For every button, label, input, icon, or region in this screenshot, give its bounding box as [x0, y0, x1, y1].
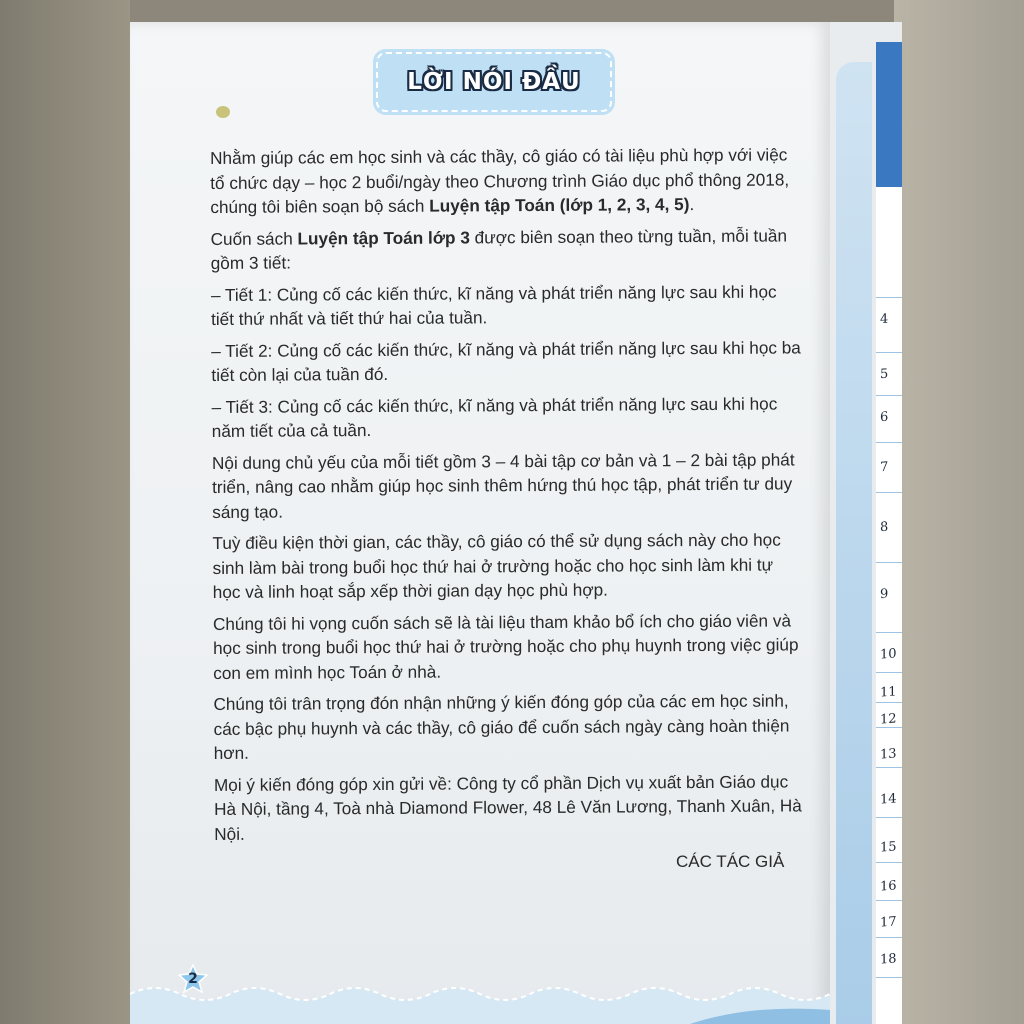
facing-page-row-line [876, 862, 902, 863]
paragraph-intro: Nhằm giúp các em học sinh và các thầy, cô giáo có tài liệu phù hợp với việc tổ chức dạy – học 2 buổi/ngày theo Chương trình Giáo dục phổ thông 2018, chúng tôi biên soạn bộ sách Luyện tập Toán (lớp 1, 2, 3, 4, 5). [210, 144, 790, 217]
facing-page-row-line [876, 632, 902, 633]
facing-page-row-number: 14 [880, 791, 897, 808]
facing-page-row-line [876, 492, 902, 493]
paragraph-content: Nội dung chủ yếu của mỗi tiết gồm 3 – 4 bài tập cơ bản và 1 – 2 bài tập phát triển, nâng cao nhằm giúp học sinh thêm hứng thú học tập, phát triển tư duy sáng tạo. [211, 448, 795, 522]
book-page [130, 22, 830, 1024]
series-title: Luyện tập Toán (lớp 1, 2, 3, 4, 5) [429, 194, 690, 216]
paragraph-lesson-3: – Tiết 3: Củng cố các kiến thức, kĩ năng và phát triển năng lực sau khi học năm tiết của cả tuần. [211, 393, 778, 441]
signature: CÁC TÁC GIẢ [676, 852, 785, 871]
table-surface-right [894, 0, 1024, 1024]
facing-page-row-line [876, 817, 902, 818]
facing-page-row-line [876, 297, 902, 298]
paragraph-feedback: Chúng tôi trân trọng đón nhận những ý kiến đóng góp của các em học sinh, các bậc phụ huynh và các thầy, cô giáo để cuốn sách ngày càng hoàn thiện hơn. [213, 690, 790, 763]
facing-page-row-number: 12 [880, 711, 897, 728]
table-surface-left [0, 0, 130, 1024]
facing-page-row-line [876, 352, 902, 353]
facing-page-row-line [876, 562, 902, 563]
page-number-badge [178, 964, 208, 994]
paragraph-hope: Chúng tôi hi vọng cuốn sách sẽ là tài liệu tham khảo bổ ích cho giáo viên và học sinh trong buổi học thứ hai ở trường hoặc cho phụ huynh trong việc giúp con em mình học Toán ở nhà. [212, 609, 799, 683]
facing-page-row-number: 6 [880, 409, 889, 426]
paragraph-lesson-1: – Tiết 1: Củng cố các kiến thức, kĩ năng và phát triển năng lực sau khi học tiết thứ nhất và tiết thứ hai của tuần. [210, 281, 777, 329]
facing-page-row-line [876, 672, 902, 673]
paragraph-book: Cuốn sách Luyện tập Toán lớp 3 được biên soạn theo từng tuần, mỗi tuần gồm 3 tiết: [210, 224, 788, 273]
page-number: 2 [188, 971, 198, 987]
paragraph-lesson-2: – Tiết 2: Củng cố các kiến thức, kĩ năng và phát triển năng lực sau khi học ba tiết còn lại của tuần đó. [211, 336, 801, 385]
facing-page-row-line [876, 977, 902, 978]
facing-page-row-number: 16 [880, 878, 897, 895]
facing-page-row-number: 9 [880, 586, 889, 603]
facing-page-row-number: 17 [880, 914, 897, 931]
facing-page-row-number: 7 [880, 459, 889, 476]
facing-page-row-number: 15 [880, 839, 897, 856]
facing-page-row-number: 4 [880, 311, 889, 328]
facing-page-row-number: 11 [880, 684, 897, 701]
facing-page-header-block [876, 42, 902, 187]
facing-page-row-number: 8 [880, 519, 889, 536]
facing-page-row-line [876, 767, 902, 768]
preface-body [210, 142, 804, 853]
facing-page [826, 22, 902, 1024]
footer-wave [130, 964, 830, 1024]
facing-page-row-line [876, 702, 902, 703]
paper-speck [216, 106, 230, 118]
title-badge [376, 52, 612, 112]
facing-page-row-number: 10 [880, 646, 897, 663]
facing-page-row-line [876, 395, 902, 396]
facing-page-row-line [876, 900, 902, 901]
page-title: LỜI NÓI ĐẦU [407, 69, 581, 95]
facing-page-row-number: 13 [880, 746, 897, 763]
paragraph-contact: Mọi ý kiến đóng góp xin gửi về: Công ty cổ phần Dịch vụ xuất bản Giáo dục Hà Nội, tầng 4, Toà nhà Diamond Flower, 48 Lê Văn Lương, Thanh Xuân, Hà Nội. [213, 770, 802, 844]
facing-page-row-line [876, 937, 902, 938]
facing-page-blue-strip [836, 62, 872, 1024]
facing-page-row-number: 18 [880, 951, 897, 968]
book-title: Luyện tập Toán lớp 3 [297, 226, 470, 248]
facing-page-row-line [876, 442, 902, 443]
paragraph-usage: Tuỳ điều kiện thời gian, các thầy, cô giáo có thể sử dụng sách này cho học sinh làm bài trong buổi học thứ hai ở trường hoặc cho học sinh làm khi tự học và linh hoạt sắp xếp thời gian dạy học phù hợp. [212, 529, 781, 602]
table-surface-top [0, 0, 1024, 22]
facing-page-row-number: 5 [880, 366, 889, 383]
